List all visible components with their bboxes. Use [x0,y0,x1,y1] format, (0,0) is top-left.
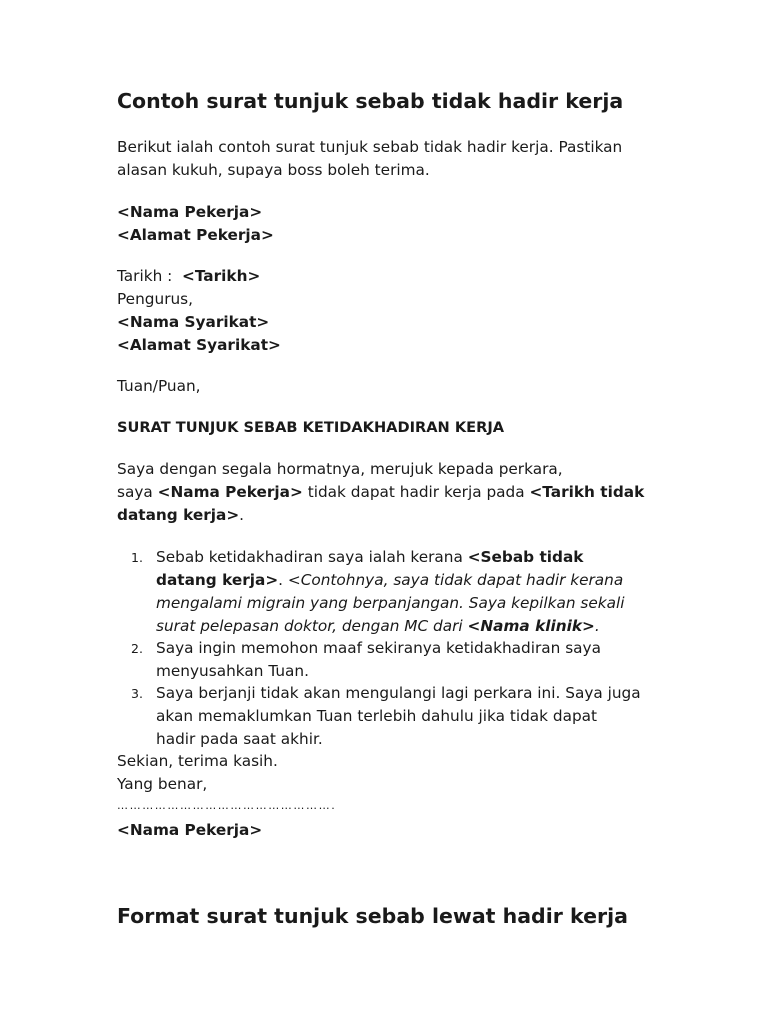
salutation: Tuan/Puan, [117,377,201,395]
body-line-2-pre: saya [117,483,158,501]
list-item-1-example-1: <Contohnya, saya tidak dapat hadir kerana [287,571,624,589]
list-item-2-line-2: menyusahkan Tuan. [156,662,309,680]
list-item-1-example-3: surat pelepasan doktor, dengan MC dari [156,617,468,635]
body-absent-date-part2: datang kerja> [117,506,240,524]
list-item-2-line-1: Saya ingin memohon maaf sekiranya ketidakhadiran saya [156,639,601,657]
section-title-2: Format surat tunjuk sebab lewat hadir kerja [117,904,628,928]
sender-name: <Nama Pekerja> [117,203,263,221]
intro-line-1: Berikut ialah contoh surat tunjuk sebab tidak hadir kerja. Pastikan [117,138,623,156]
letter-subject: SURAT TUNJUK SEBAB KETIDAKHADIRAN KERJA [117,419,505,436]
signature-dotted-line: ……………………………………………. [117,799,337,812]
recipient-company-address: <Alamat Syarikat> [117,336,281,354]
list-item-3-line-1: Saya berjanji tidak akan mengulangi lagi perkara ini. Saya juga [156,684,641,702]
intro-line-2: alasan kukuh, supaya boss boleh terima. [117,161,430,179]
list-item-1-line-4 [156,615,600,638]
article-title: Contoh surat tunjuk sebab tidak hadir kerja [117,89,624,113]
list-item-1-clinic: <Nama klinik> [467,617,595,635]
list-item-1-line-3: mengalami migrain yang berpanjangan. Saya kepilkan sekali [156,594,625,612]
list-item-1-dot: . [278,571,288,589]
list-item-3-line-3: hadir pada saat akhir. [156,730,323,748]
list-item-1-text: Sebab ketidakhadiran saya ialah kerana [156,548,468,566]
date-label: Tarikh : [117,267,173,285]
body-absent-date-part1: <Tarikh tidak [529,483,645,501]
body-line-2-mid: tidak dapat hadir kerja pada [302,483,530,501]
date-value: <Tarikh> [182,267,261,285]
list-number-2: 2. [131,641,143,656]
list-item-1-reason-part2: datang kerja> [156,571,279,589]
body-line-1: Saya dengan segala hormatnya, merujuk kepada perkara, [117,460,563,478]
list-item-3-line-2: akan memaklumkan Tuan terlebih dahulu jika tidak dapat [156,707,598,725]
list-item-1-end: . [594,617,600,635]
date-line [117,265,260,288]
list-number-1: 1. [131,550,143,565]
list-number-3: 3. [131,686,143,701]
body-line-3-end: . [239,506,245,524]
closing-regards: Yang benar, [117,775,208,793]
closing-thanks: Sekian, terima kasih. [117,752,278,770]
body-line-2 [117,481,644,504]
list-item-1-reason-part1: <Sebab tidak [467,548,584,566]
recipient-company: <Nama Syarikat> [117,313,270,331]
list-item-1-line-1 [156,546,583,569]
list-item-1-line-2 [156,569,623,592]
body-employee-name: <Nama Pekerja> [157,483,303,501]
closing-name: <Nama Pekerja> [117,821,263,839]
recipient-pengurus: Pengurus, [117,290,194,308]
body-line-3 [117,504,244,527]
sender-address: <Alamat Pekerja> [117,226,274,244]
